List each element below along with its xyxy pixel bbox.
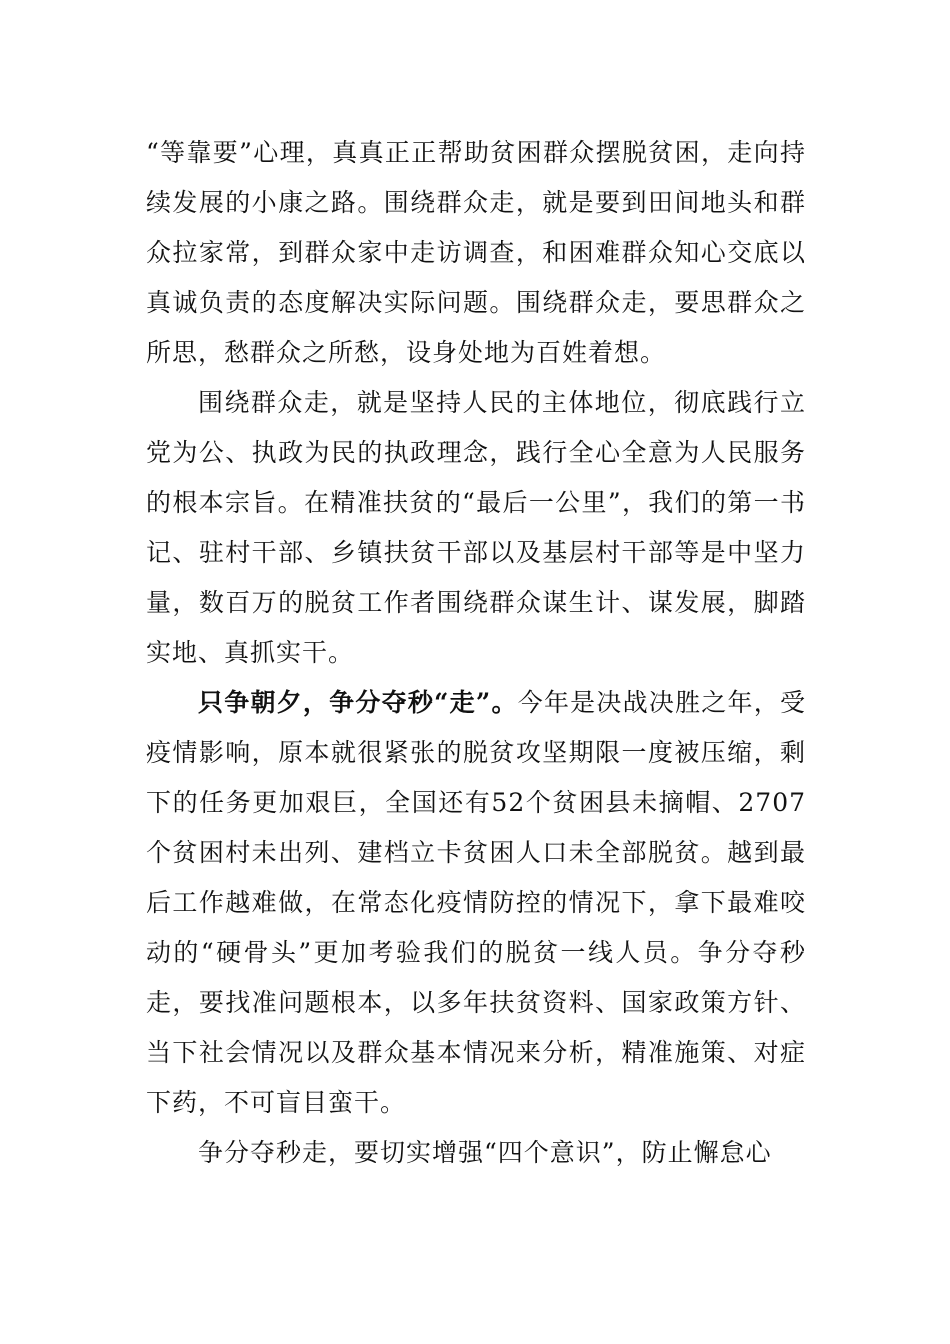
paragraph-3-heading: 只争朝夕，争分夺秒“走”。 <box>198 688 518 717</box>
paragraph-3-text: 今年是决战决胜之年，受疫情影响，原本就很紧张的脱贫攻坚期限一度被压缩，剩下的任务更加艰巨，全国还有52个贫困县未摘帽、2707个贫困村未出列、建档立卡贫困人口未全部脱贫。越到最后工作越难做，在常态化疫情防控的情况下，拿下最难咬动的“硬骨头”更加考验我们的脱贫一线人员。争分夺秒走，要找准问题根本，以多年扶贫资料、国家政策方针、当下社会情况以及群众基本情况来分析，精准施策、对症下药，不可盲目蛮干。 <box>146 688 806 1117</box>
paragraph-4-text: 争分夺秒走，要切实增强“四个意识”，防止懈怠心 <box>198 1138 772 1167</box>
paragraph-4 <box>146 1128 806 1178</box>
paragraph-1-text: “等靠要”心理，真真正正帮助贫困群众摆脱贫困，走向持续发展的小康之路。围绕群众走，就是要到田间地头和群众拉家常，到群众家中走访调查，和困难群众知心交底以真诚负责的态度解决实际问题。围绕群众走，要思群众之所思，愁群众之所愁，设身处地为百姓着想。 <box>146 138 806 367</box>
paragraph-2 <box>146 378 806 678</box>
paragraph-2-text: 围绕群众走，就是坚持人民的主体地位，彻底践行立党为公、执政为民的执政理念，践行全心全意为人民服务的根本宗旨。在精准扶贫的“最后一公里”，我们的第一书记、驻村干部、乡镇扶贫干部以及基层村干部等是中坚力量，数百万的脱贫工作者围绕群众谋生计、谋发展，脚踏实地、真抓实干。 <box>146 388 806 667</box>
paragraph-1 <box>146 128 806 378</box>
paragraph-3 <box>146 678 806 1128</box>
body-text <box>146 128 806 1178</box>
